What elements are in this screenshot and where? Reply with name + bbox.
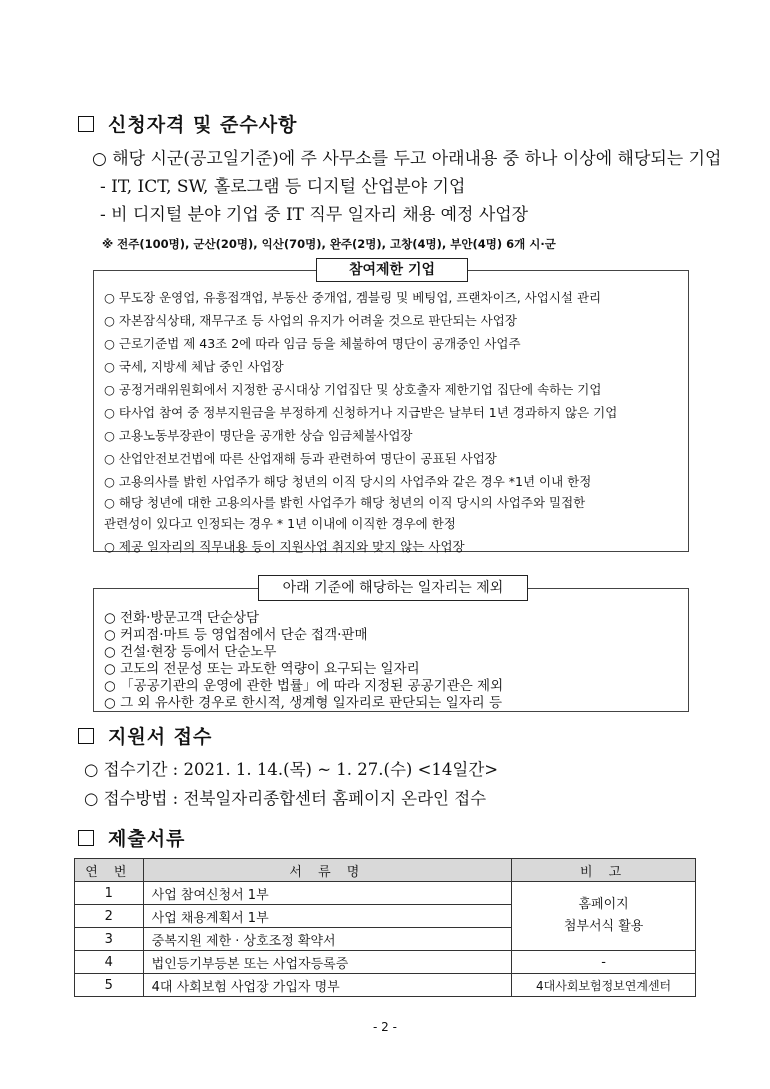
row-name: 사업 참여신청서 1부 [143, 882, 512, 905]
list-item: 관련성이 있다고 인정되는 경우 * 1년 이내에 이직한 경우에 한정 [104, 516, 456, 531]
checkbox-square-icon [78, 830, 94, 846]
row-no: 3 [75, 928, 144, 951]
row-no: 4 [75, 951, 144, 974]
section-heading-documents [78, 824, 185, 851]
list-item: ○ 전화·방문고객 단순상담 [104, 610, 260, 626]
row-note: 4대사회보험정보연계센터 [512, 974, 696, 997]
list-item: ○ 고용의사를 밝힌 사업주가 해당 청년의 이직 당시의 사업주와 같은 경우 *1년 이내 한정 [104, 474, 592, 489]
region-note: ※ 전주(100명), 군산(20명), 익산(70명), 완주(2명), 고창(4명), 부안(4명) 6개 시·군 [102, 237, 556, 251]
header-name: 서 류 명 [143, 859, 512, 882]
page-number: - 2 - [373, 1020, 397, 1034]
row-name: 사업 채용계획서 1부 [143, 905, 512, 928]
list-item: ○ 고용노동부장관이 명단을 공개한 상습 임금체불사업장 [104, 428, 413, 443]
header-note: 비 고 [512, 859, 696, 882]
merged-note-line-2: 첨부서식 활용 [563, 919, 644, 934]
merged-note-line-1: 홈페이지 [578, 897, 629, 912]
row-no: 5 [75, 974, 144, 997]
section-heading-eligibility [78, 110, 297, 137]
list-item: ○ 제공 일자리의 직무내용 등이 지원사업 취지와 맞지 않는 사업장 [104, 539, 465, 554]
checkbox-square-icon [78, 728, 94, 744]
section-title: 지원서 접수 [108, 726, 213, 748]
section-heading-application [78, 722, 212, 749]
row-note: - [512, 951, 696, 974]
row-name: 중복지원 제한 · 상호조정 확약서 [143, 928, 512, 951]
eligibility-line-2: - IT, ICT, SW, 홀로그램 등 디지털 산업분야 기업 [100, 177, 466, 197]
eligibility-line-1: ○ 해당 시군(공고일기준)에 주 사무소를 두고 아래내용 중 하나 이상에 해당되는 기업 [92, 149, 722, 169]
header-no: 연 번 [75, 859, 144, 882]
list-item: ○ 건설·현장 등에서 단순노무 [104, 644, 277, 660]
restricted-companies-title: 참여제한 기업 [316, 258, 468, 282]
excluded-jobs-title: 아래 기준에 해당하는 일자리는 제외 [258, 575, 528, 601]
section-title: 신청자격 및 준수사항 [108, 114, 298, 136]
list-item: ○ 그 외 유사한 경우로 한시적, 생계형 일자리로 판단되는 일자리 등 [104, 695, 503, 711]
list-item: ○ 해당 청년에 대한 고용의사를 밝힌 사업주가 해당 청년의 이직 당시의 사업주와 밀접한 [104, 495, 586, 510]
application-period: ○ 접수기간 : 2021. 1. 14.(목) ~ 1. 27.(수) <14일간> [84, 760, 499, 779]
list-item: ○ 타사업 참여 중 정부지원금을 부정하게 신청하거나 지급받은 날부터 1년 경과하지 않은 기업 [104, 405, 618, 420]
list-item: ○ 무도장 운영업, 유흥접객업, 부동산 중개업, 겜블링 및 베팅업, 프랜차이즈, 사업시설 관리 [104, 290, 602, 305]
list-item: ○ 「공공기관의 운영에 관한 법률」에 따라 지정된 공공기관은 제외 [104, 678, 504, 694]
checkbox-square-icon [78, 116, 94, 132]
merged-note-cell [512, 882, 696, 951]
application-method: ○ 접수방법 : 전북일자리종합센터 홈페이지 온라인 접수 [84, 789, 487, 808]
eligibility-line-3: - 비 디지털 분야 기업 중 IT 직무 일자리 채용 예정 사업장 [100, 205, 529, 225]
table-row [75, 974, 696, 997]
table-header-row [75, 859, 696, 882]
list-item: ○ 자본잠식상태, 재무구조 등 사업의 유지가 어려울 것으로 판단되는 사업장 [104, 313, 517, 328]
list-item: ○ 공정거래위원회에서 지정한 공시대상 기업집단 및 상호출자 제한기업 집단에 속하는 기업 [104, 382, 602, 397]
documents-table [74, 858, 696, 997]
list-item: ○ 국세, 지방세 체납 중인 사업장 [104, 359, 284, 374]
row-no: 2 [75, 905, 144, 928]
list-item: ○ 고도의 전문성 또는 과도한 역량이 요구되는 일자리 [104, 661, 420, 677]
list-item: ○ 산업안전보건법에 따른 산업재해 등과 관련하여 명단이 공표된 사업장 [104, 451, 497, 466]
list-item: ○ 커피점·마트 등 영업점에서 단순 접객·판매 [104, 627, 368, 643]
row-name: 법인등기부등본 또는 사업자등록증 [143, 951, 512, 974]
row-no: 1 [75, 882, 144, 905]
table-row [75, 951, 696, 974]
row-name: 4대 사회보험 사업장 가입자 명부 [143, 974, 512, 997]
section-title: 제출서류 [108, 828, 186, 850]
list-item: ○ 근로기준법 제 43조 2에 따라 임금 등을 체불하여 명단이 공개중인 사업주 [104, 336, 521, 351]
table-row [75, 882, 696, 905]
